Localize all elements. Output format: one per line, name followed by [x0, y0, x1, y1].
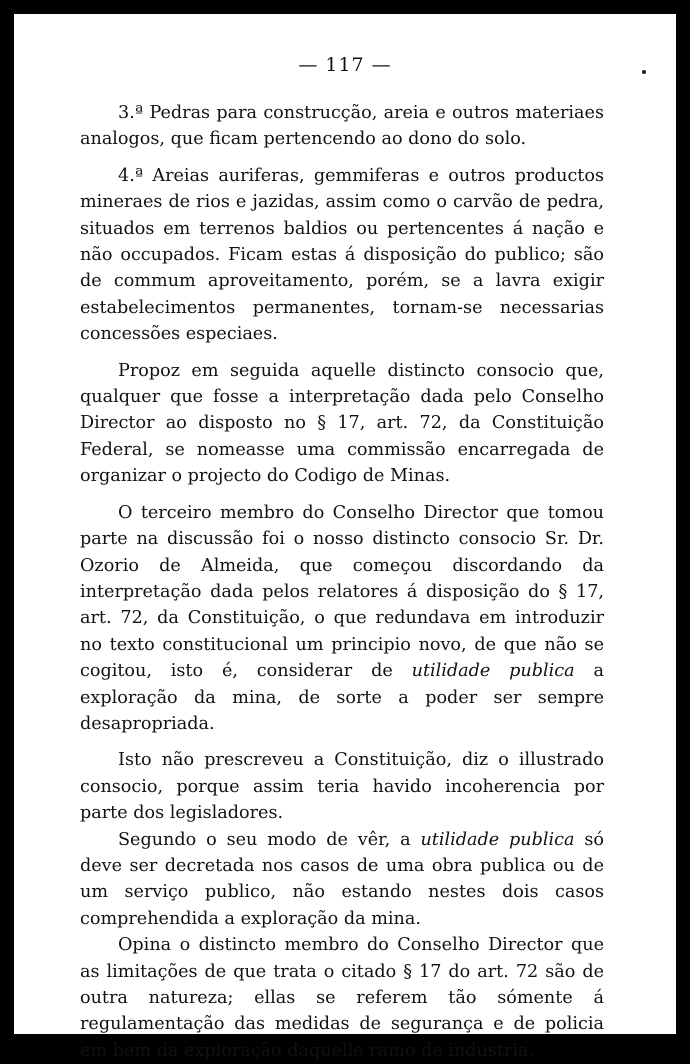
- paragraph: [80, 358, 604, 490]
- paragraph: [80, 500, 604, 738]
- paragraph: [80, 163, 604, 348]
- text-run: Propoz em seguida aquelle distincto consocio que, qualquer que fosse a interpretação dada pelo Conselho Director ao disposto no § 17, art. 72, da Constituição Federal, se nomeasse uma commissão encarregada de organizar o projecto do Codigo de Minas.: [80, 360, 604, 487]
- text-run: Isto não prescreveu a Constituição, diz o illustrado consocio, porque assim teria havido incoherencia por parte dos legisladores.: [80, 750, 604, 824]
- body-text: [80, 100, 604, 1064]
- italic-phrase: utilidade publica: [420, 829, 575, 850]
- text-run: Opina o distincto membro do Conselho Director que as limitações de que trata o citado § 17 do art. 72 são de outra natureza; ellas se referem tão sómente á regulamentação das medidas de segurança e de policia em bem da exploração daquelle ramo de industria.: [80, 935, 604, 1061]
- text-run: a exploração da mina, de sorte a poder ser sempre desapropriada.: [80, 661, 604, 734]
- text-run: O terceiro membro do Conselho Director que tomou parte na discussão foi o nosso distincto consocio Sr. Dr. Ozorio de Almeida, que começou discordando da interpretação dada pelos relatores á disposição do § 17, art. 72, da Constituição, o que redundava em introduzir no texto constitucional um principio novo, de que não se cogitou, isto é, considerar de: [80, 502, 604, 682]
- paragraph: [80, 932, 604, 1064]
- page-number: — 117 —: [298, 54, 392, 76]
- ink-speck: [642, 70, 646, 74]
- italic-phrase: utilidade publica: [411, 661, 575, 682]
- paragraph: [80, 100, 604, 153]
- text-run: 3.ª Pedras para construcção, areia e outros materiaes analogos, que ficam pertencendo ao dono do solo.: [80, 103, 604, 150]
- text-run: só deve ser decretada nos casos de uma obra publica ou de um serviço publico, não estando nestes dois casos comprehendida a exploração da mina.: [80, 829, 604, 929]
- paragraph: [80, 747, 604, 826]
- text-run: 4.ª Areias auriferas, gemmiferas e outros productos mineraes de rios e jazidas, assim como o carvão de pedra, situados em terrenos baldios ou pertencentes á nação e não occupados. Ficam estas á disposição do publico; são de commum aproveitamento, porém, se a lavra exigir estabelecimentos permanentes, tornam-se necessarias concessões especiaes.: [80, 165, 604, 345]
- document-page: [14, 14, 676, 1061]
- paragraph: [80, 827, 604, 933]
- text-run: Segundo o seu modo de vêr, a: [118, 829, 421, 850]
